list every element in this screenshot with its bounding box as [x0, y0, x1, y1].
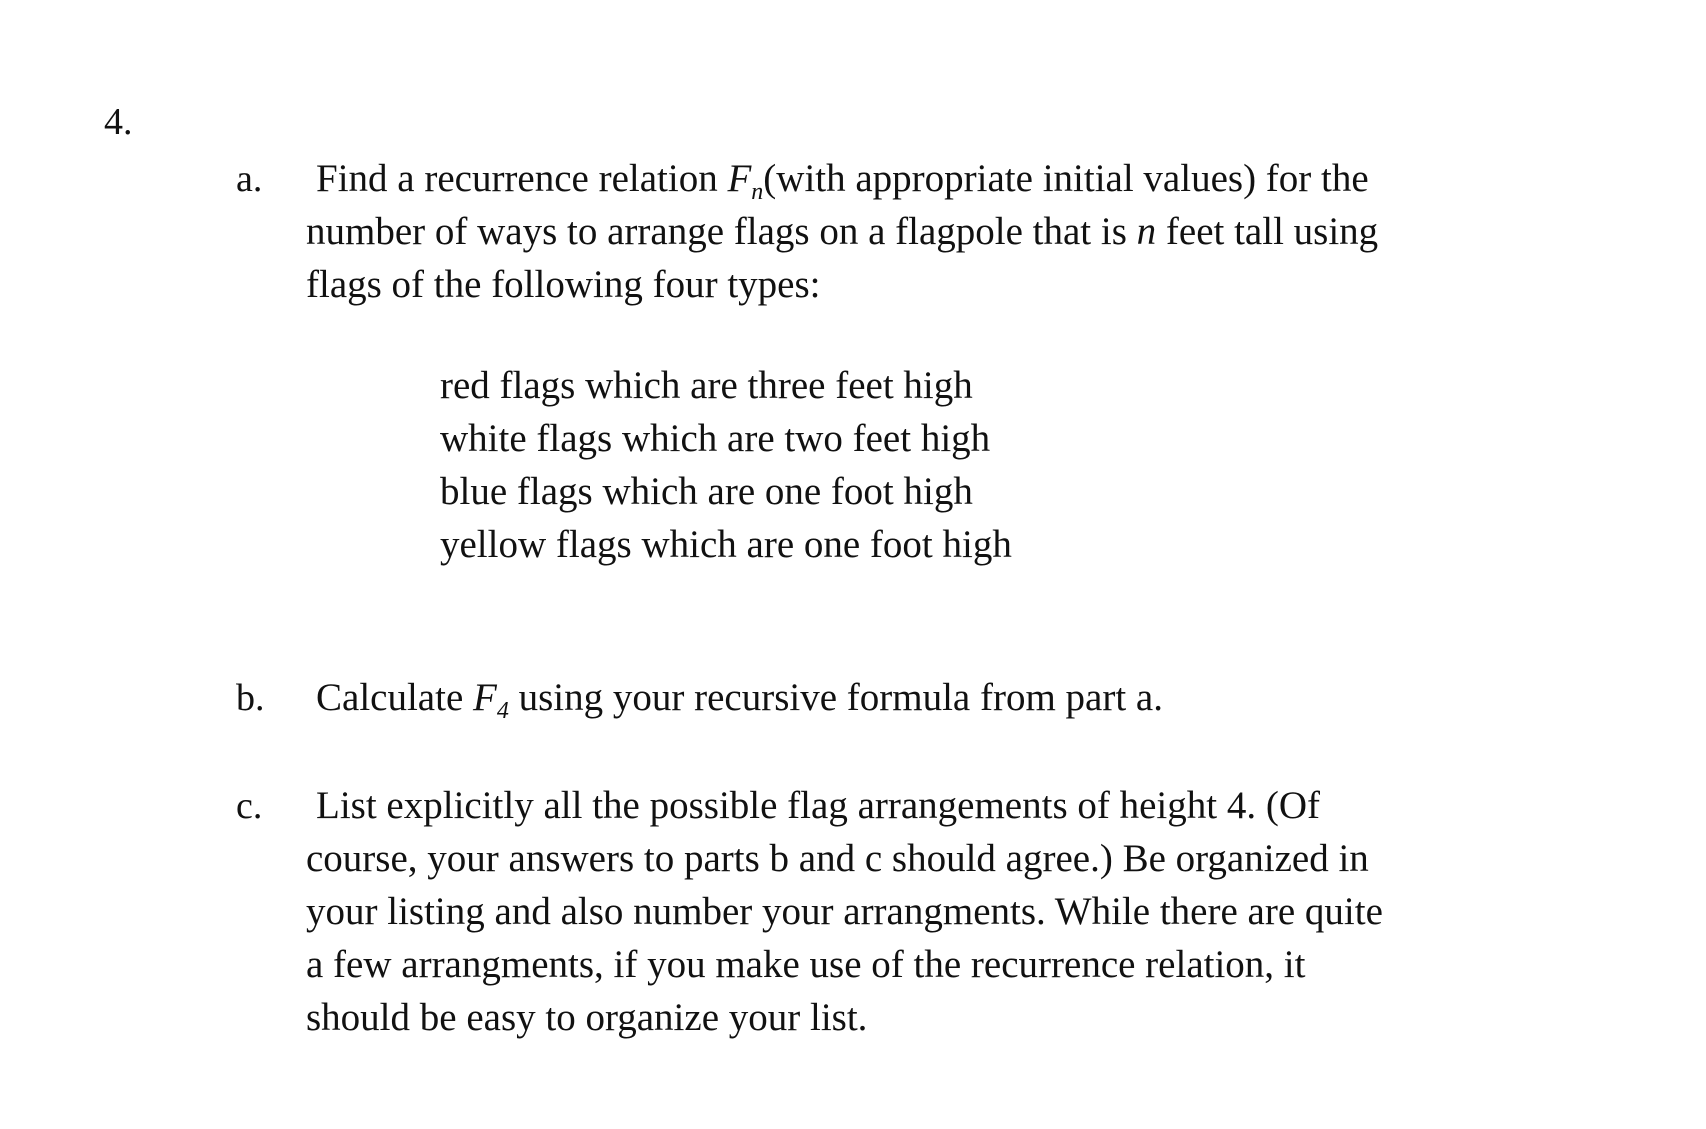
part-b-pre: Calculate — [316, 676, 474, 719]
part-a-line-1-post: (with appropriate initial values) for the — [763, 157, 1369, 200]
part-a-line-3: flags of the following four types: — [306, 263, 821, 306]
flag-types-list — [440, 359, 1012, 571]
var-F — [727, 157, 764, 205]
var-F4-subscript: 4 — [496, 698, 509, 724]
part-b-label: b. — [236, 677, 265, 719]
part-b-text — [316, 671, 1163, 724]
part-c-line-1: List explicitly all the possible flag arrangements of height 4. (Of — [316, 784, 1320, 827]
flag-type-white: white flags which are two feet high — [440, 417, 991, 460]
part-a-line-1-pre: Find a recurrence relation — [316, 157, 728, 200]
flag-type-blue: blue flags which are one foot high — [440, 470, 973, 513]
part-a-text — [306, 152, 1378, 311]
part-a-label: a. — [236, 158, 263, 200]
var-F4 — [473, 676, 509, 724]
flag-type-red: red flags which are three feet high — [440, 364, 973, 407]
var-F-letter: F — [727, 157, 752, 200]
part-a-line-1 — [316, 152, 1378, 205]
var-n: n — [1136, 210, 1157, 253]
part-c-line-5: should be easy to organize your list. — [306, 996, 868, 1039]
part-c-line-3: your listing and also number your arrangments. While there are quite — [306, 890, 1383, 933]
part-c-text — [306, 779, 1383, 1044]
part-c-label: c. — [236, 785, 263, 827]
var-F-subscript-n: n — [751, 179, 764, 205]
flag-type-yellow: yellow flags which are one foot high — [440, 523, 1012, 566]
part-b-line — [316, 671, 1163, 724]
question-number: 4. — [104, 101, 133, 143]
part-a-line-2 — [306, 205, 1378, 258]
var-F4-letter: F — [473, 676, 497, 719]
part-b-post: using your recursive formula from part a. — [508, 676, 1163, 719]
part-a-line-2-pre: number of ways to arrange flags on a flagpole that is — [306, 210, 1137, 253]
part-a-line-2-post: feet tall using — [1156, 210, 1379, 253]
part-c-line-2: course, your answers to parts b and c should agree.) Be organized in — [306, 837, 1369, 880]
part-c-line-4: a few arrangments, if you make use of the recurrence relation, it — [306, 943, 1306, 986]
